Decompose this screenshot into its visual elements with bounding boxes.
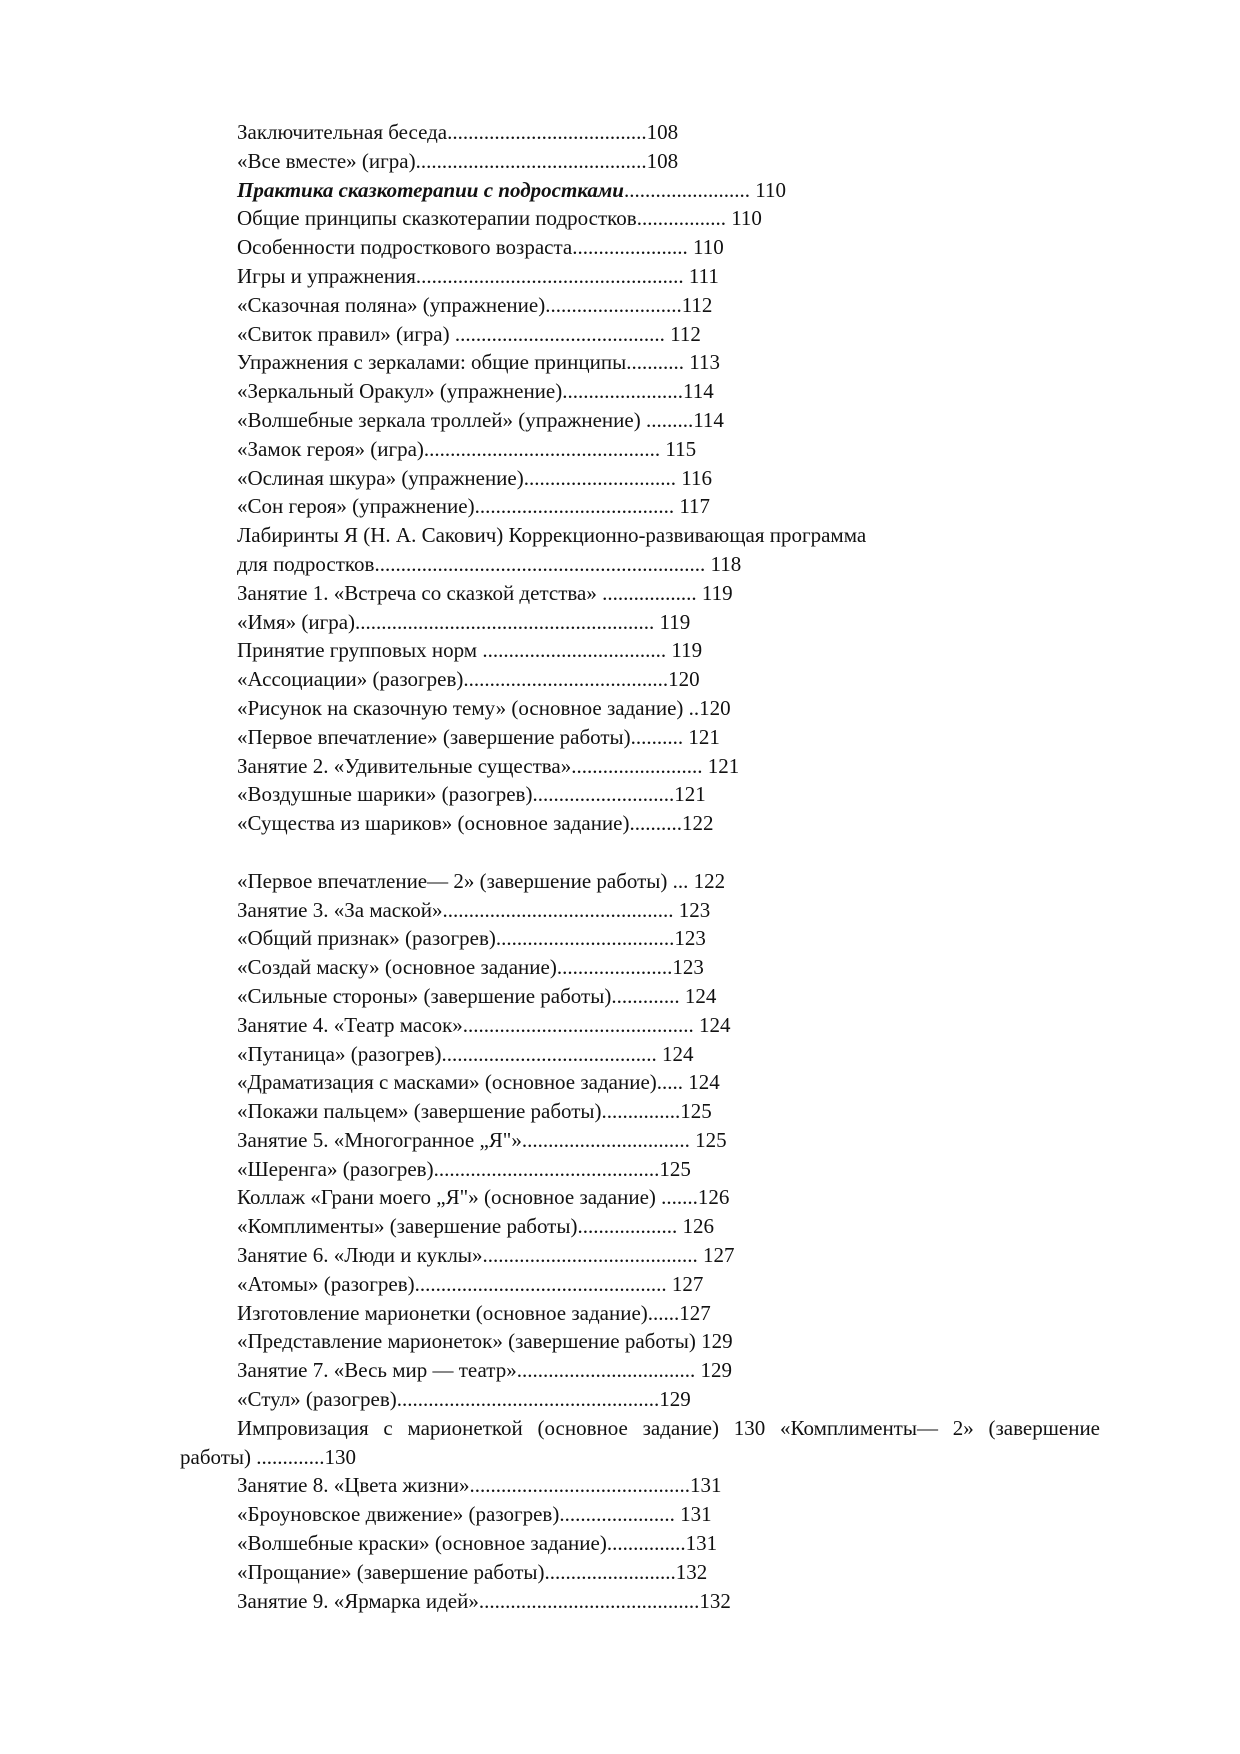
blank-line: [237, 838, 1167, 867]
table-of-contents: [180, 118, 1167, 1615]
toc-entry: [237, 492, 1167, 521]
toc-entry-title: Занятие 4. «Театр масок»: [237, 1012, 463, 1037]
toc-entry-title: «Броуновское движение» (разогрев): [237, 1502, 560, 1527]
toc-entry: [237, 608, 1167, 637]
toc-entry: [237, 694, 1167, 723]
toc-entry-page: 118: [710, 551, 742, 576]
toc-entry-leader: .....: [656, 1070, 689, 1095]
toc-entry: [237, 320, 1167, 349]
toc-entry-title: «Драматизация с масками» (основное задание): [237, 1070, 657, 1095]
toc-entry-page: 124: [662, 1041, 694, 1066]
toc-entry: [237, 1299, 1167, 1328]
toc-entry-page: 123: [672, 955, 704, 980]
toc-entry: [237, 953, 1167, 982]
toc-entry: [237, 550, 1167, 579]
toc-entry-page: 114: [682, 379, 714, 404]
toc-entry-page: 120: [668, 667, 700, 692]
toc-entry-title: Занятие 8. «Цвета жизни»: [237, 1473, 470, 1498]
toc-entry-page: 121: [688, 724, 720, 749]
toc-entry-title: «Сильные стороны» (завершение работы): [237, 983, 612, 1008]
toc-entry-page: 113: [689, 350, 720, 375]
toc-entry-leader: ................................................: [414, 1271, 672, 1296]
toc-entry-leader: ...: [672, 868, 694, 893]
toc-entry-title: Занятие 6. «Люди и куклы»: [237, 1243, 483, 1268]
toc-entry-page: 116: [681, 465, 712, 490]
toc-entry: [237, 896, 1167, 925]
toc-entry-page: 132: [675, 1559, 708, 1584]
toc-entry: [237, 723, 1167, 752]
toc-entry: [237, 579, 1167, 608]
toc-entry-leader: ................................: [521, 1127, 696, 1152]
toc-entry-page: 131: [685, 1531, 718, 1556]
toc-entry: [237, 1356, 1167, 1385]
toc-entry-page: 129: [701, 1329, 733, 1354]
toc-entry-title: Занятие 2. «Удивительные существа»: [237, 753, 572, 778]
toc-entry: [237, 1011, 1167, 1040]
toc-entry: [237, 809, 1167, 838]
toc-entry: [237, 1529, 1167, 1558]
toc-entry: [237, 1126, 1167, 1155]
toc-entry-page: 130: [324, 1444, 357, 1469]
toc-entry-page: 120: [699, 695, 731, 720]
toc-entry-page: 125: [680, 1099, 712, 1124]
toc-entry-title: «Рисунок на сказочную тему» (основное задание): [237, 695, 689, 720]
toc-entry: [237, 377, 1167, 406]
toc-entry-page: 123: [674, 926, 706, 951]
toc-entry: [237, 1155, 1167, 1184]
toc-entry-title: «Создай маску» (основное задание): [237, 955, 557, 980]
toc-entry-leader: .........: [645, 407, 694, 432]
toc-entry-title: «Все вместе» (игра): [237, 148, 416, 173]
toc-entry: [237, 1068, 1167, 1097]
toc-entry-leader: ......................................: [447, 120, 647, 144]
toc-entry-page: 110: [693, 235, 724, 260]
toc-entry-title: Занятие 3. «За маской»: [237, 897, 443, 922]
toc-entry-title: «Первое впечатление» (завершение работы): [237, 724, 631, 749]
toc-entry-title: «Сказочная поляна» (упражнение): [237, 292, 546, 317]
toc-entry: [237, 147, 1167, 176]
toc-entry-leader: ..................................: [516, 1358, 701, 1383]
toc-entry-leader: ...................................: [482, 638, 672, 663]
toc-entry-page: 124: [684, 983, 717, 1008]
toc-entry-title: «Ослиная шкура» (упражнение): [237, 465, 524, 490]
toc-entry-leader: .........................: [544, 1559, 676, 1584]
toc-entry-leader: ...........................: [532, 782, 675, 807]
toc-entry-title: «Ассоциации» (разогрев): [237, 667, 464, 692]
toc-entry-leader: .............: [611, 983, 685, 1008]
toc-entry: [237, 867, 1167, 896]
toc-entry-title: «Сон героя» (упражнение): [237, 494, 475, 519]
toc-entry: [237, 291, 1167, 320]
toc-entry-leader: ......................................: [474, 494, 680, 519]
toc-entry-title: «Представление марионеток» (завершение работы): [237, 1329, 702, 1354]
toc-entry-page: 121: [674, 782, 706, 807]
toc-entry: [180, 1414, 1100, 1472]
toc-entry-page: 112: [670, 321, 701, 346]
toc-entry-title: «Стул» (разогрев): [237, 1387, 397, 1412]
toc-entry-page: 132: [699, 1588, 731, 1613]
toc-entry: [237, 118, 1167, 147]
toc-entry-page: 110: [755, 177, 786, 202]
toc-entry-leader: .........................................: [482, 1243, 703, 1268]
toc-entry-title: для подростков: [237, 551, 375, 576]
toc-entry-page: 125: [659, 1156, 691, 1181]
toc-entry-leader: ...........: [626, 350, 690, 375]
toc-entry-page: 127: [679, 1300, 711, 1325]
toc-entry-leader: ..................: [602, 580, 702, 605]
toc-entry-page: 127: [702, 1243, 735, 1268]
toc-entry: [237, 780, 1167, 809]
toc-entry-page: 124: [699, 1012, 731, 1037]
toc-entry: [237, 1212, 1167, 1241]
toc-entry-title: «Первое впечатление— 2» (завершение работы): [237, 868, 673, 893]
toc-entry: [237, 1500, 1167, 1529]
toc-entry-title: «Комплименты» (завершение работы): [237, 1214, 578, 1239]
toc-entry-page: 126: [697, 1185, 730, 1210]
toc-entry-leader: ............................................: [442, 897, 679, 922]
toc-entry-title: Занятие 7. «Весь мир — театр»: [237, 1358, 517, 1383]
toc-entry: [237, 204, 1167, 233]
toc-entry-title: Изготовление марионетки (основное задание): [237, 1300, 648, 1325]
toc-entry-title: «Атомы» (разогрев): [237, 1271, 415, 1296]
toc-entry-title: «Зеркальный Оракул» (упражнение): [237, 379, 563, 404]
toc-entry-page: 129: [700, 1358, 732, 1383]
toc-entry: [237, 435, 1167, 464]
toc-entry-page: 123: [678, 897, 711, 922]
toc-entry-title: Коллаж «Грани моего „Я"» (основное задание): [237, 1185, 662, 1210]
toc-entry-title: Особенности подросткового возраста: [237, 235, 573, 260]
toc-entry-leader: ...................: [577, 1214, 683, 1239]
toc-entry-leader: .............................................: [423, 436, 666, 461]
toc-entry-page: 112: [681, 292, 713, 317]
toc-entry-leader: ......................: [572, 235, 694, 260]
toc-entry-leader: .........................................: [441, 1041, 663, 1066]
toc-entry-page: 122: [693, 868, 726, 893]
toc-entry-leader: ..........................................: [469, 1473, 691, 1498]
toc-entry-page: 114: [693, 407, 724, 432]
toc-entry-page: 108: [646, 120, 679, 144]
toc-entry-title: «Волшебные зеркала троллей» (упражнение): [237, 407, 646, 432]
toc-entry: [237, 233, 1167, 262]
toc-entry: [237, 262, 1167, 291]
toc-entry-title: «Свиток правил» (игра): [237, 321, 455, 346]
toc-entry-page: 121: [707, 753, 740, 778]
toc-entry-page: 122: [682, 811, 714, 836]
toc-entry-leader: ..................................................: [396, 1387, 660, 1412]
toc-entry-title: «Воздушные шарики» (разогрев): [237, 782, 533, 807]
toc-entry-page: 108: [646, 148, 679, 173]
toc-entry: [237, 636, 1167, 665]
toc-entry-leader: ..........................................: [478, 1588, 700, 1613]
toc-entry-leader: .............................: [523, 465, 682, 490]
toc-entry-page: 115: [665, 436, 697, 461]
toc-entry-page: 127: [671, 1271, 704, 1296]
toc-entry-title: Принятие групповых норм: [237, 638, 483, 663]
toc-entry-leader: ..........: [630, 724, 689, 749]
toc-entry-leader: ..........................: [545, 292, 682, 317]
toc-entry-title: Лабиринты Я (Н. А. Сакович) Коррекционно-развивающая программа: [237, 523, 867, 548]
toc-entry-leader: ........................................: [454, 321, 671, 346]
toc-entry-title: Общие принципы сказкотерапии подростков: [237, 206, 637, 231]
toc-entry-leader: .........................................................: [355, 609, 660, 634]
toc-entry-title: «Путаница» (разогрев): [237, 1041, 442, 1066]
toc-entry-leader: .......................................: [463, 667, 669, 692]
toc-entry-page: 117: [679, 494, 711, 519]
toc-entry-page: 111: [688, 263, 719, 288]
toc-entry-leader: ...................................................: [415, 263, 689, 288]
toc-entry-title: Заключительная беседа: [237, 120, 448, 144]
toc-entry-page: 126: [682, 1214, 714, 1239]
toc-entry-page: 119: [671, 638, 703, 663]
toc-entry-page: 110: [731, 206, 762, 231]
toc-entry: [237, 1558, 1167, 1587]
toc-entry-page: 129: [659, 1387, 691, 1412]
toc-entry-leader: ......................: [559, 1502, 681, 1527]
toc-entry: [237, 521, 1167, 550]
toc-entry: [237, 1587, 1167, 1616]
toc-entry-leader: .......: [661, 1185, 698, 1210]
toc-entry-page: 119: [701, 580, 733, 605]
toc-entry-leader: ...............: [601, 1099, 681, 1124]
toc-entry: [237, 1385, 1167, 1414]
toc-entry-leader: ............................................: [415, 148, 647, 173]
toc-entry-leader: ...........................................: [433, 1156, 660, 1181]
toc-entry: [237, 1471, 1167, 1500]
toc-entry: [237, 665, 1167, 694]
toc-entry-leader: .......................: [562, 379, 683, 404]
toc-entry: [237, 752, 1167, 781]
toc-entry-leader: ...............................................................: [374, 551, 711, 576]
toc-entry-leader: ......................: [556, 955, 673, 980]
toc-entry: [237, 1183, 1167, 1212]
toc-entry-leader: ..................................: [495, 926, 675, 951]
toc-entry: [237, 1097, 1167, 1126]
toc-entry-title: «Замок героя» (игра): [237, 436, 424, 461]
toc-entry-title: «Волшебные краски» (основное задание): [237, 1531, 607, 1556]
toc-entry-page: 125: [695, 1127, 727, 1152]
toc-entry-leader: .................: [636, 206, 732, 231]
toc-entry-page: 131: [680, 1502, 712, 1527]
toc-entry-page: 119: [659, 609, 691, 634]
toc-entry: [237, 1270, 1167, 1299]
toc-entry-title: «Общий признак» (разогрев): [237, 926, 496, 951]
toc-entry-leader: ..: [688, 695, 700, 720]
toc-entry-leader: .........................: [571, 753, 708, 778]
toc-entry-title: Упражнения с зеркалами: общие принципы: [237, 350, 627, 375]
toc-entry-page: 124: [688, 1070, 720, 1095]
toc-entry-title: Игры и упражнения: [237, 263, 416, 288]
toc-entry: [237, 176, 1167, 205]
toc-entry-leader: ........................: [623, 177, 756, 202]
toc-entry-title: «Покажи пальцем» (завершение работы): [237, 1099, 602, 1124]
toc-entry-title: «Имя» (игра): [237, 609, 356, 634]
toc-entry: [237, 924, 1167, 953]
toc-entry-title: «Шеренга» (разогрев): [237, 1156, 434, 1181]
toc-entry: [237, 1327, 1167, 1356]
toc-entry-title: Занятие 1. «Встреча со сказкой детства»: [237, 580, 603, 605]
toc-entry-page: 131: [690, 1473, 722, 1498]
toc-entry-title: Занятие 5. «Многогранное „Я"»: [237, 1127, 522, 1152]
toc-entry: [237, 1040, 1167, 1069]
toc-entry-leader: .............: [256, 1444, 325, 1469]
toc-entry-title: Занятие 9. «Ярмарка идей»: [237, 1588, 479, 1613]
toc-entry-leader: ............................................: [462, 1012, 700, 1037]
toc-entry-leader: ......: [647, 1300, 680, 1325]
toc-entry: [237, 348, 1167, 377]
toc-entry: [237, 982, 1167, 1011]
toc-entry-title: «Существа из шариков» (основное задание): [237, 811, 630, 836]
toc-entry-leader: ..........: [629, 811, 682, 836]
toc-entry-title: «Прощание» (завершение работы): [237, 1559, 545, 1584]
toc-entry-leader: ...............: [606, 1531, 686, 1556]
toc-entry: [237, 1241, 1167, 1270]
toc-entry-title: Импровизация с марионеткой (основное задание) 130 «Комплименты— 2» (завершение работы): [180, 1415, 1100, 1469]
toc-entry: [237, 464, 1167, 493]
toc-entry-title: Практика сказкотерапии с подростками: [237, 177, 624, 202]
toc-entry: [237, 406, 1167, 435]
